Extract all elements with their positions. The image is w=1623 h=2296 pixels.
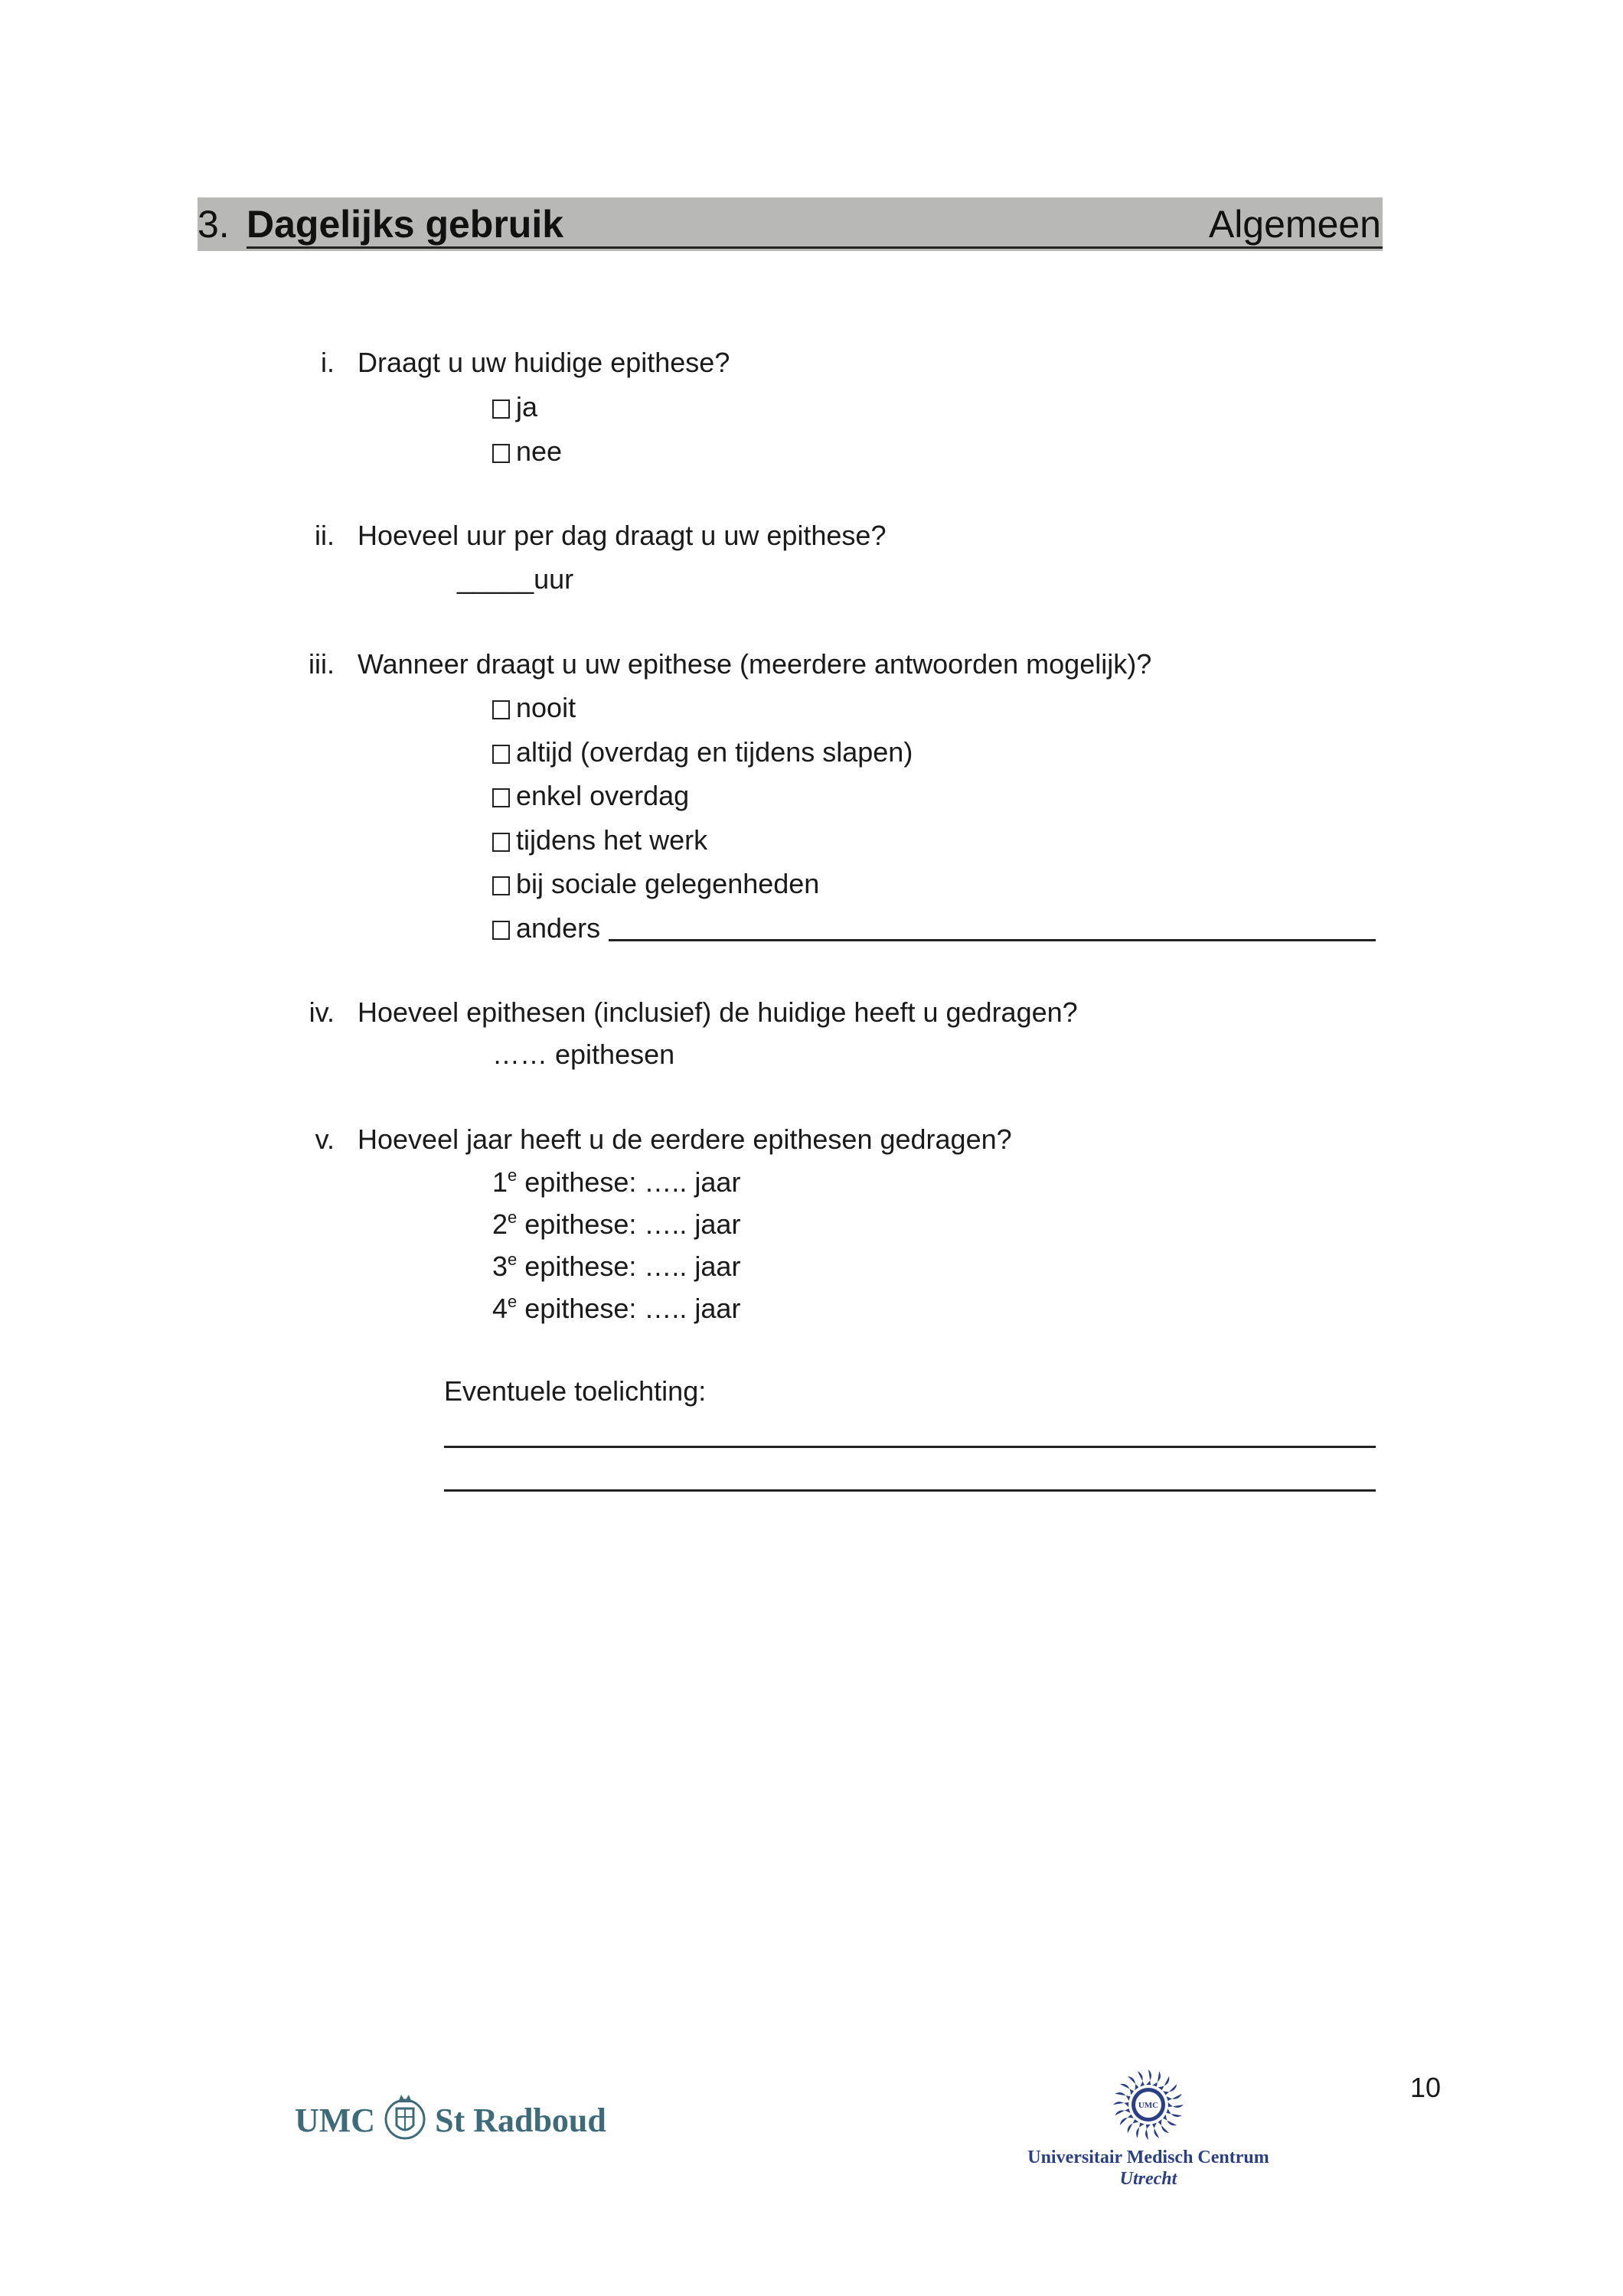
sun-ray [1167,2108,1182,2117]
year-row-4[interactable]: 4e epithese: ….. jaar [492,1292,741,1324]
option-tijdens-werk[interactable]: tijdens het werk [492,823,707,857]
remarks-line-2[interactable] [444,1489,1376,1492]
section-category: Algemeen [1208,203,1381,246]
option-altijd[interactable]: altijd (overdag en tijdens slapen) [492,735,913,769]
option-nooit[interactable]: nooit [492,691,576,725]
checkbox-icon[interactable] [492,700,510,719]
umcu-badge-text: UMC [1138,2101,1159,2110]
year-row-1[interactable]: 1e epithese: ….. jaar [492,1166,741,1198]
question-number-ii: ii. [315,520,335,551]
option-sociale-gelegenheden[interactable]: bij sociale gelegenheden [492,867,819,901]
crest-icon [383,2086,427,2155]
umc-st-radboud-logo [295,2089,606,2151]
radboud-umc-text: UMC [295,2101,376,2139]
section-number: 3. [198,203,230,246]
sun-ray [1115,2092,1130,2101]
option-nee[interactable]: nee [492,435,562,468]
checkbox-icon[interactable] [492,745,510,764]
umc-utrecht-city: Utrecht [1119,2169,1177,2189]
section-title: Dagelijks gebruik [247,203,564,246]
remarks-label: Eventuele toelichting: [444,1375,707,1407]
anders-answer-line[interactable] [609,939,1376,941]
sun-ray [1113,2102,1128,2107]
question-text-i: Draagt u uw huidige epithese? [358,347,730,378]
question-number-iii: iii. [309,648,335,680]
epithesen-count-field[interactable]: …… epithesen [492,1039,675,1070]
sun-ray [1138,2071,1145,2086]
radboud-name-text: St Radboud [435,2101,606,2139]
sun-ray [1115,2108,1130,2115]
question-number-i: i. [321,347,335,378]
checkbox-icon[interactable] [492,788,510,807]
question-text-ii: Hoeveel uur per dag draagt u uw epithese? [358,520,887,551]
question-number-v: v. [315,1124,335,1155]
option-anders[interactable]: anders [492,912,600,945]
question-text-v: Hoeveel jaar heeft u de eerdere epithesen gedragen? [358,1124,1012,1155]
question-text-iv: Hoeveel epithesen (inclusief) de huidige heeft u gedragen? [358,996,1078,1028]
sun-ray [1167,2094,1182,2101]
sun-ray [1145,2125,1151,2140]
checkbox-icon[interactable] [492,400,510,419]
sun-ray [1163,2084,1177,2095]
sun-ray [1168,2102,1184,2108]
checkbox-icon[interactable] [492,921,510,940]
option-ja[interactable]: ja [492,390,537,424]
umc-utrecht-name: Universitair Medisch Centrum [1027,2148,1269,2167]
checkbox-icon[interactable] [492,444,510,463]
sun-ray [1120,2115,1134,2125]
sun-ray [1152,2071,1161,2086]
sun-ray [1136,2123,1145,2138]
checkbox-icon[interactable] [492,833,510,852]
umc-utrecht-sun-icon [1110,2066,1187,2147]
question-number-iv: iv. [309,996,335,1028]
remarks-line-1[interactable] [444,1446,1376,1448]
option-enkel-overdag[interactable]: enkel overdag [492,779,689,813]
checkbox-icon[interactable] [492,876,510,895]
page-number: 10 [1410,2072,1442,2103]
sun-ray [1128,2076,1138,2090]
year-row-3[interactable]: 3e epithese: ….. jaar [492,1250,741,1282]
sun-ray [1152,2123,1159,2138]
hours-answer-field[interactable]: _____uur [457,563,574,595]
sun-ray [1158,2119,1169,2133]
section-title-underline [247,246,1383,249]
year-row-2[interactable]: 2e epithese: ….. jaar [492,1208,741,1240]
sun-ray [1146,2069,1151,2085]
question-text-iii: Wanneer draagt u uw epithese (meerdere antwoorden mogelijk)? [358,648,1152,680]
